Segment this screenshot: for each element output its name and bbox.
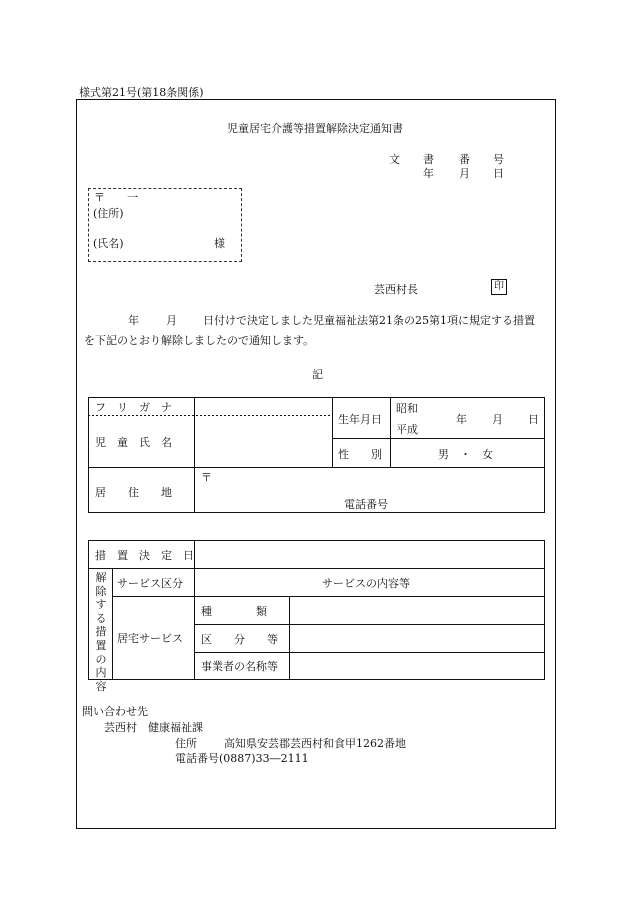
residence-postal-mark: 〒 (201, 471, 212, 484)
decision-date-input[interactable] (197, 543, 542, 566)
service-category-header: サービス区分 (117, 577, 183, 590)
doc-number-char: 書 (423, 153, 434, 166)
body-month: 月 (166, 314, 177, 327)
issuer-name: 芸西村長 (374, 283, 418, 296)
sex-label: 性 別 (338, 448, 382, 461)
name-label: (氏名) (93, 237, 124, 250)
division-label: 区 分 等 (201, 633, 278, 646)
ki-heading: 記 (312, 368, 323, 381)
date-day: 日 (493, 167, 504, 180)
body-text-line2: を下記のとおり解除しましたので通知します。 (84, 334, 315, 347)
decision-date-label: 措 置 決 定 日 (95, 549, 194, 562)
seal-stamp: 印 (491, 279, 507, 295)
birth-month-label: 月 (492, 413, 503, 426)
contact-address: 高知県安芸郡芸西村和食甲1262番地 (224, 737, 406, 750)
contact-department: 芸西村 健康福祉課 (104, 721, 203, 734)
contact-phone: 電話番号(0887)33―2111 (175, 752, 309, 765)
contact-address-label: 住所 (175, 737, 197, 750)
postal-code-field: 〒 一 (94, 191, 138, 204)
document-title: 児童居宅介護等措置解除決定通知書 (227, 122, 403, 135)
phone-label: 電話番号 (344, 498, 388, 511)
doc-number-char: 号 (493, 153, 504, 166)
provider-name-label: 事業者の名称等 (201, 660, 278, 673)
provider-name-input[interactable] (292, 655, 542, 678)
sex-value: 男 ・ 女 (438, 448, 493, 461)
contact-heading: 問い合わせ先 (82, 705, 148, 718)
form-number-label: 様式第21号(第18条関係) (79, 86, 204, 99)
furigana-input[interactable] (197, 399, 330, 413)
doc-number-char: 文 (389, 153, 400, 166)
date-year: 年 (423, 167, 434, 180)
body-text-line1: 日付けで決定しました児童福祉法第21条の25第1項に規定する措置 (203, 314, 535, 327)
birth-day-label: 日 (528, 413, 539, 426)
service-content-header: サービスの内容等 (322, 577, 410, 590)
child-name-input[interactable] (197, 418, 330, 465)
residence-label: 居 住 地 (95, 486, 172, 499)
home-service-label: 居宅サービス (117, 632, 183, 645)
era-heisei: 平成 (396, 423, 418, 436)
kind-input[interactable] (292, 599, 542, 622)
kind-label: 種 類 (201, 605, 267, 618)
vertical-measure-content-label: 解除する措置の内容 (95, 571, 107, 693)
birth-year-label: 年 (456, 413, 467, 426)
child-name-label: 児 童 氏 名 (95, 436, 172, 449)
honorific-label: 様 (214, 237, 225, 250)
doc-number-char: 番 (459, 153, 470, 166)
address-label: (住所) (93, 207, 124, 220)
furigana-label: フ リ ガ ナ (95, 401, 172, 414)
date-month: 月 (459, 167, 470, 180)
body-year: 年 (128, 314, 139, 327)
birthdate-label: 生年月日 (338, 413, 382, 426)
division-input[interactable] (292, 627, 542, 650)
era-showa: 昭和 (396, 402, 418, 415)
